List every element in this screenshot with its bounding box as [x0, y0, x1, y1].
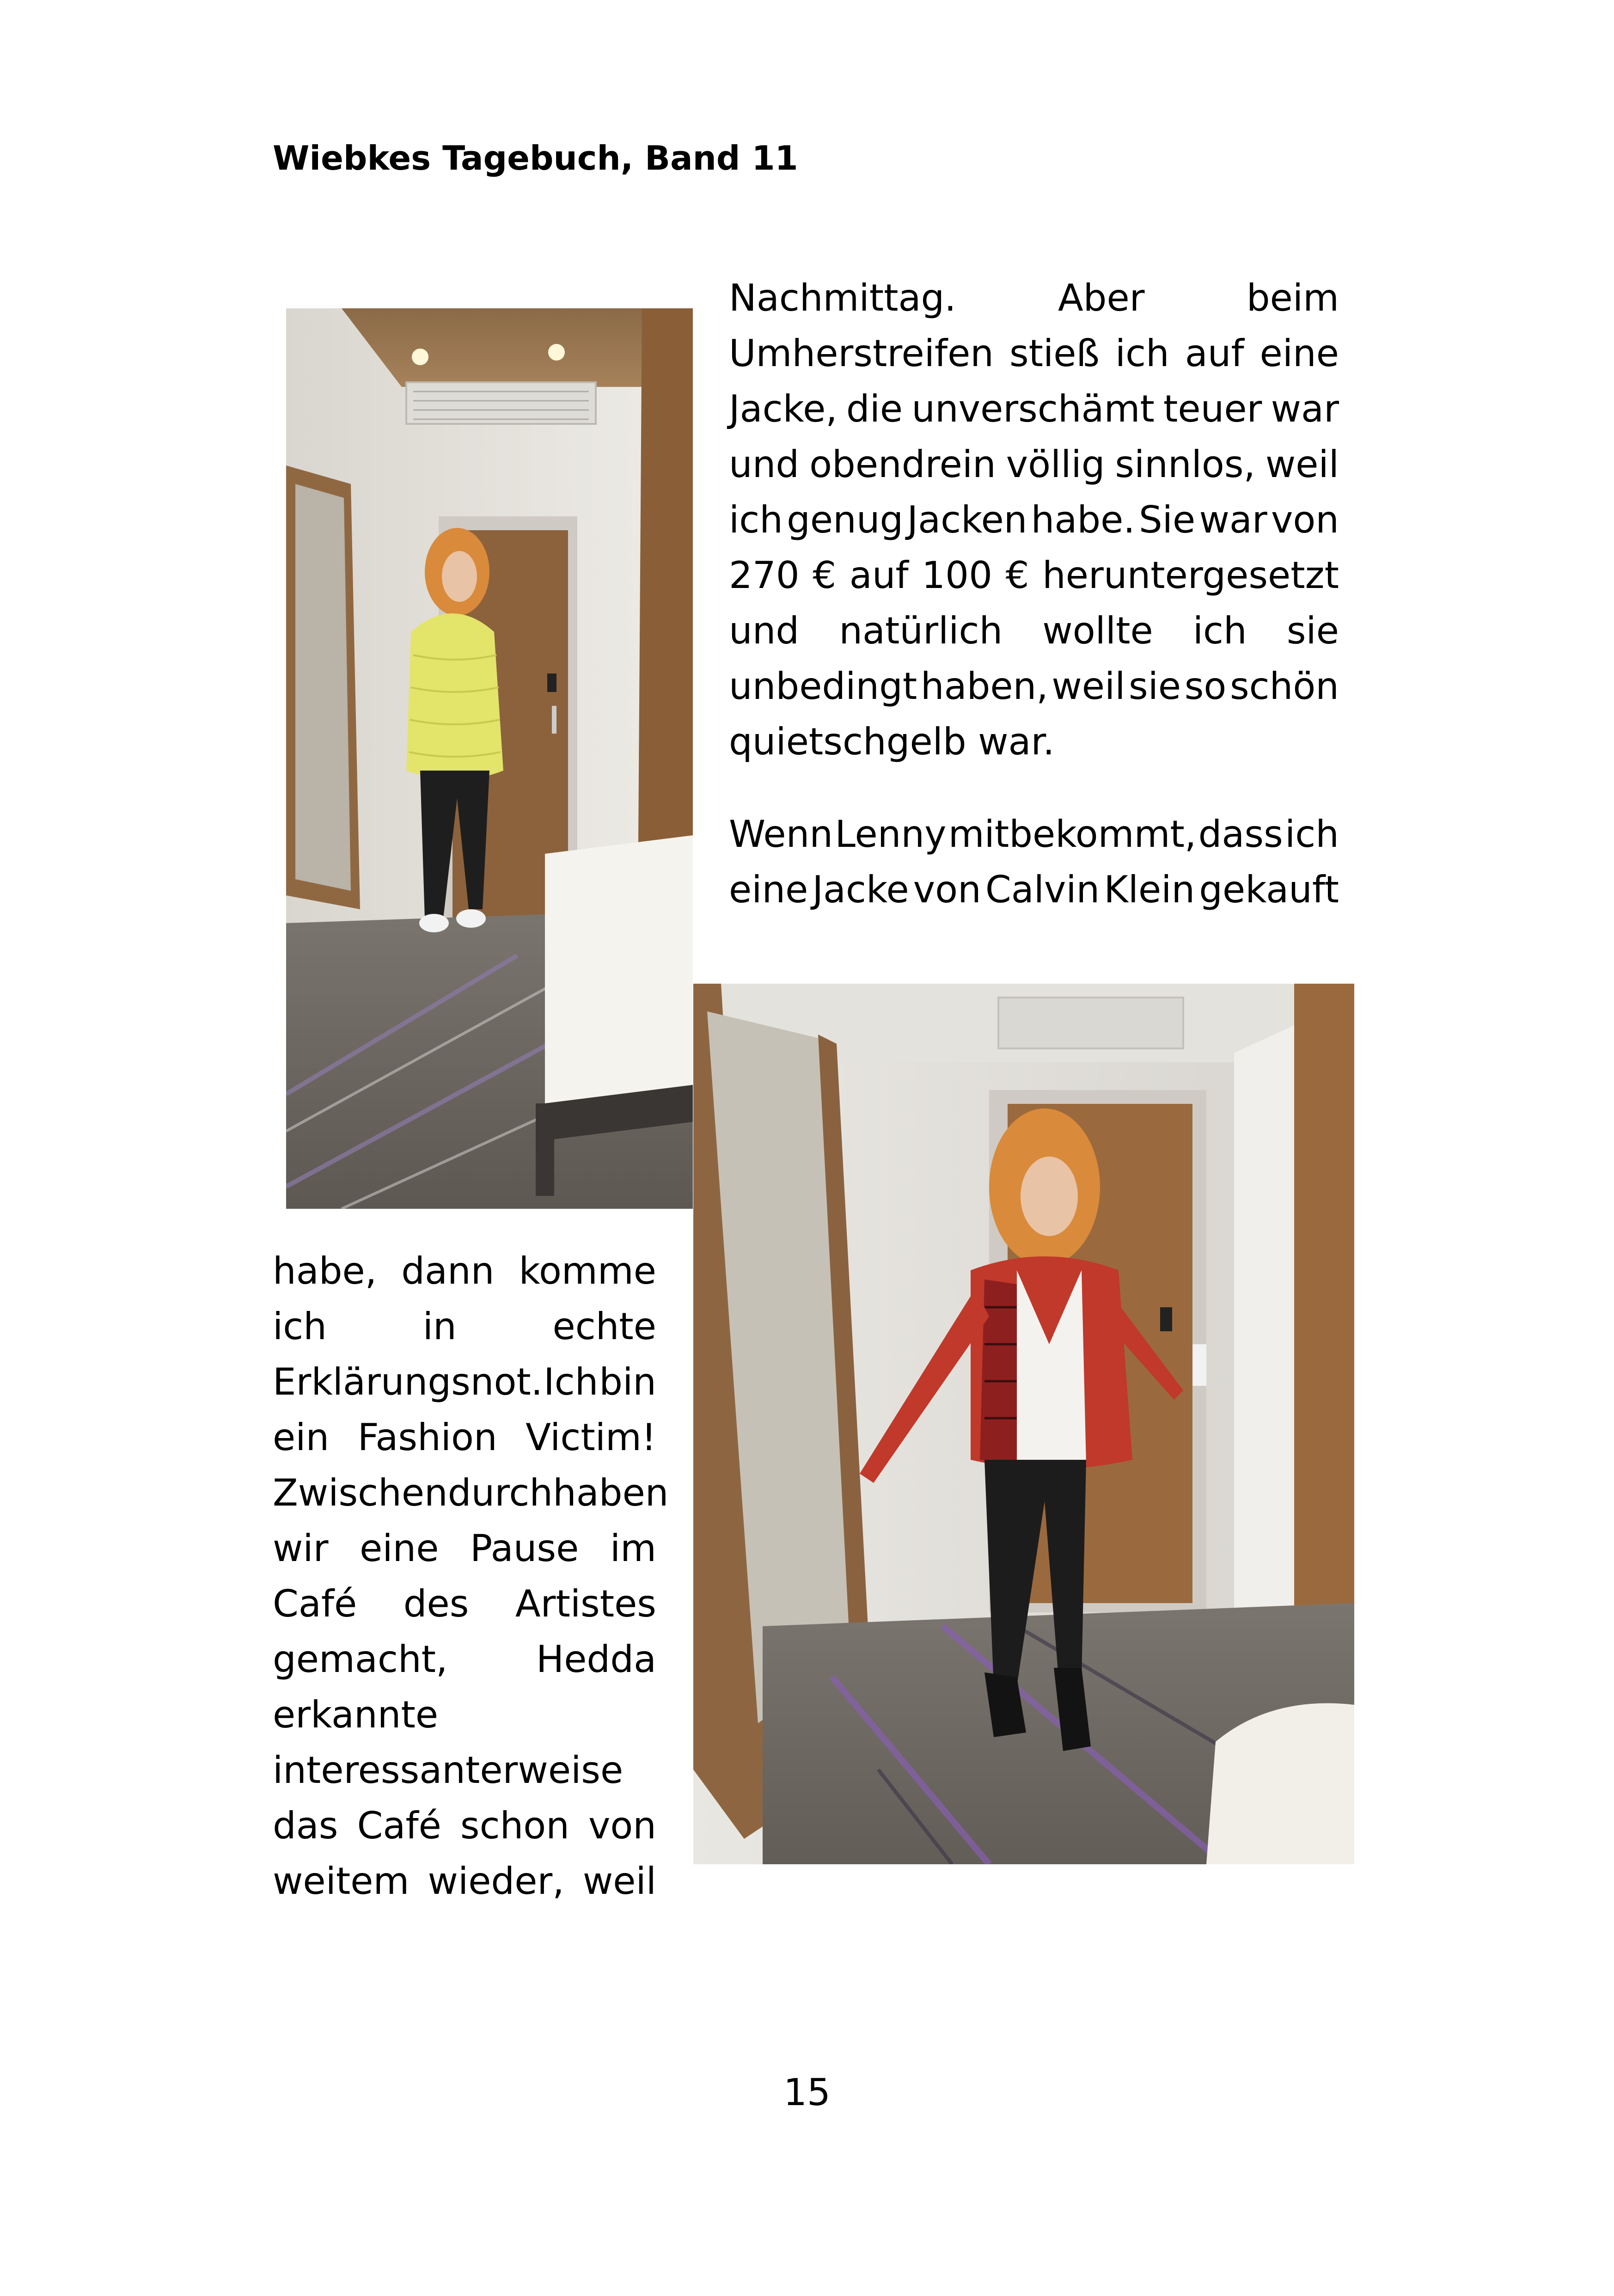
word: und — [729, 609, 800, 652]
word: schon — [460, 1804, 569, 1847]
word: Fashion — [357, 1416, 497, 1459]
word: habe. — [1031, 498, 1135, 541]
text-line — [729, 548, 1339, 603]
word: ich — [1285, 813, 1339, 856]
word: von — [1271, 498, 1339, 541]
word: natürlich — [839, 609, 1003, 652]
word: mitbekommt, — [948, 813, 1197, 856]
word: Wenn — [729, 813, 833, 856]
word: gemacht, — [273, 1638, 448, 1681]
word: schön — [1229, 665, 1339, 708]
word: bin — [599, 1360, 656, 1403]
word: von — [588, 1804, 656, 1847]
word: wieder, — [428, 1860, 564, 1903]
word: Erklärungsnot. — [273, 1360, 543, 1403]
word: so — [1184, 665, 1227, 708]
word: Artistes — [515, 1582, 656, 1625]
word: war — [1271, 387, 1339, 430]
word: echte — [552, 1305, 656, 1348]
word: weil — [1052, 665, 1125, 708]
word: war — [1199, 498, 1267, 541]
text-line — [729, 326, 1339, 381]
right-column-paragraph-1 — [729, 270, 1339, 770]
word: weil — [1265, 443, 1339, 486]
word: Sie — [1139, 498, 1196, 541]
word: 100 — [922, 554, 992, 597]
word: im — [610, 1527, 656, 1570]
word: obendrein — [809, 443, 996, 486]
word: eine — [1259, 332, 1339, 375]
photo-red-jacket — [693, 984, 1354, 1864]
page-header: Wiebkes Tagebuch, Band 11 — [273, 139, 798, 178]
right-column-paragraph-2 — [729, 807, 1339, 918]
text-line — [729, 437, 1339, 492]
word: völlig — [1006, 443, 1105, 486]
left-column-paragraph — [273, 1243, 669, 1909]
word: dass — [1198, 813, 1283, 856]
text-line: erkannte — [273, 1693, 439, 1736]
word: die — [846, 387, 903, 430]
word: unbedingt — [729, 665, 917, 708]
word: Lenny — [835, 813, 947, 856]
text-line — [729, 659, 1339, 714]
text-line — [729, 381, 1339, 437]
text-line — [273, 1465, 669, 1521]
word: Ich — [544, 1360, 599, 1403]
text-line — [273, 1632, 656, 1687]
text-line — [273, 1798, 656, 1854]
word: sie — [1129, 665, 1181, 708]
word: auf — [849, 554, 909, 597]
word: Pause — [470, 1527, 579, 1570]
word: teuer — [1163, 387, 1262, 430]
page-number: 15 — [783, 2071, 831, 2114]
word: Calvin — [985, 868, 1100, 911]
word: auf — [1185, 332, 1244, 375]
photo-yellow-jacket — [286, 308, 693, 1209]
text-line — [729, 270, 1339, 326]
text-line — [273, 1299, 656, 1354]
word: das — [273, 1804, 338, 1847]
text-line — [273, 1243, 656, 1299]
word: sinnlos, — [1115, 443, 1255, 486]
word: habe, — [273, 1249, 377, 1292]
word: haben, — [920, 665, 1048, 708]
word: ich — [1192, 609, 1247, 652]
word: Café — [357, 1804, 441, 1847]
text-line — [273, 1521, 656, 1576]
word: ich — [273, 1305, 327, 1348]
word: beim — [1246, 276, 1339, 319]
text-line — [729, 492, 1339, 548]
word: Hedda — [536, 1638, 656, 1681]
text-line — [729, 603, 1339, 659]
word: weil — [582, 1860, 656, 1903]
word: Jacken — [907, 498, 1027, 541]
text-line: quietschgelb war. — [729, 720, 1055, 763]
word: Jacke — [812, 868, 909, 911]
text-line — [273, 1576, 656, 1632]
word: Nachmittag. — [729, 276, 956, 319]
word: dann — [401, 1249, 495, 1292]
word: haben — [553, 1471, 669, 1514]
word: und — [729, 443, 800, 486]
text-line — [273, 1410, 656, 1465]
word: stieß — [1009, 332, 1100, 375]
word: ich — [1115, 332, 1169, 375]
word: Jacke, — [729, 387, 838, 430]
word: von — [913, 868, 981, 911]
word: unverschämt — [911, 387, 1155, 430]
word: weitem — [273, 1860, 410, 1903]
word: Aber — [1058, 276, 1145, 319]
word: € — [813, 554, 837, 597]
word: des — [403, 1582, 469, 1625]
word: Café — [273, 1582, 357, 1625]
word: eine — [729, 868, 808, 911]
text-line — [273, 1354, 656, 1410]
word: € — [1005, 554, 1029, 597]
word: Zwischendurch — [273, 1471, 553, 1514]
text-line — [729, 862, 1339, 918]
word: Klein — [1104, 868, 1195, 911]
word: genug — [787, 498, 904, 541]
word: sie — [1286, 609, 1339, 652]
word: ein — [273, 1416, 330, 1459]
text-line — [273, 1854, 656, 1909]
word: heruntergesetzt — [1042, 554, 1339, 597]
word: Umherstreifen — [729, 332, 994, 375]
word: in — [422, 1305, 457, 1348]
word: 270 — [729, 554, 800, 597]
text-line — [729, 807, 1339, 862]
word: eine — [360, 1527, 439, 1570]
word: gekauft — [1199, 868, 1339, 911]
text-line: interessanterweise — [273, 1749, 624, 1792]
word: ich — [729, 498, 783, 541]
word: komme — [519, 1249, 656, 1292]
word: Victim! — [526, 1416, 656, 1459]
word: wollte — [1042, 609, 1153, 652]
word: wir — [273, 1527, 329, 1570]
